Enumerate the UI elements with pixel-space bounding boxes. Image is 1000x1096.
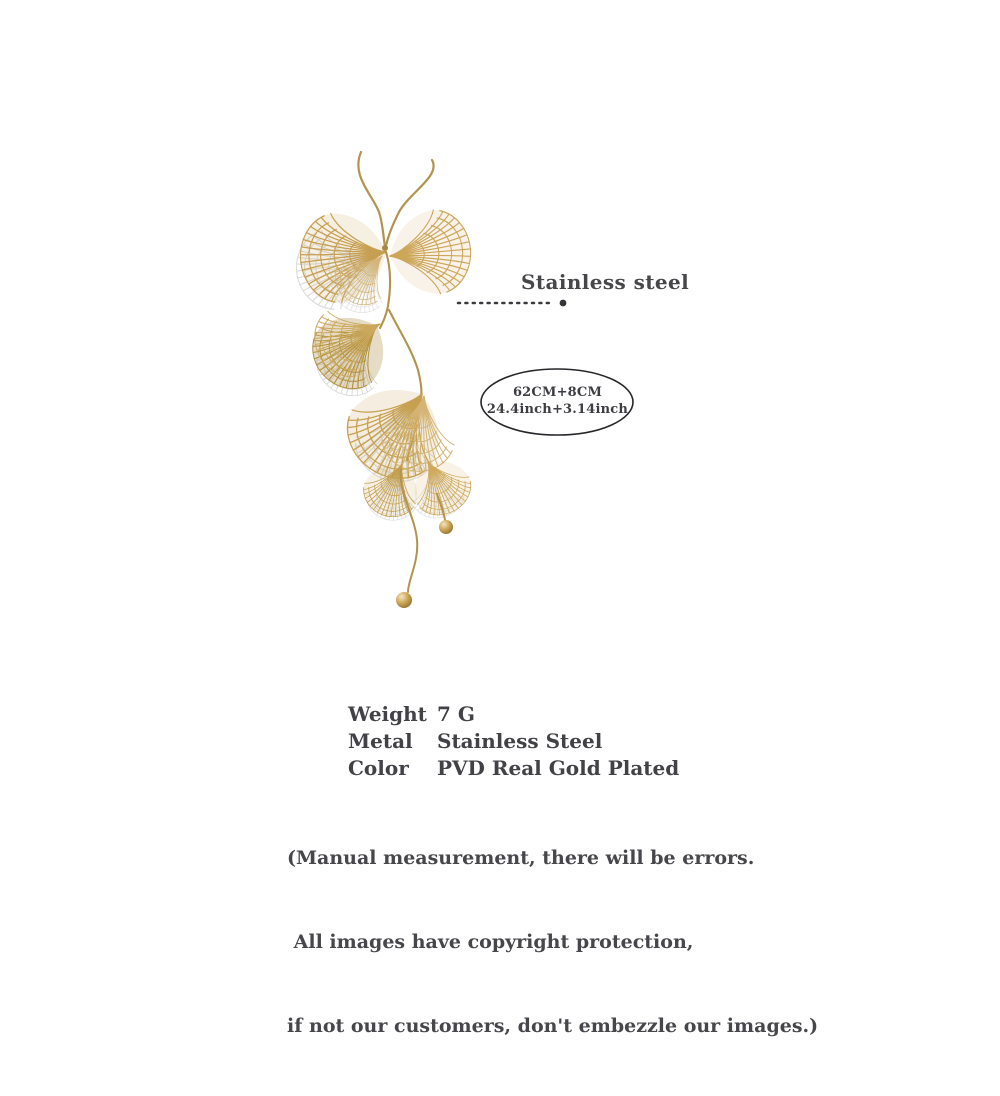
disclaimer-line-2: All images have copyright protection, [287, 931, 694, 953]
disclaimer-line-1: (Manual measurement, there will be errors. [287, 847, 755, 869]
spec-table [348, 701, 679, 782]
leader-endpoint-dot [560, 300, 567, 307]
spec-value-color: PVD Real Gold Plated [437, 756, 680, 780]
size-inch-line: 24.4inch+3.14inch [486, 401, 629, 417]
spec-row-color [348, 755, 679, 782]
necklace-illustration [288, 152, 480, 608]
spec-value-weight: 7 G [437, 702, 475, 726]
spec-row-weight [348, 701, 679, 728]
spec-label-weight: Weight [348, 702, 427, 726]
gold-bead-large [396, 592, 412, 608]
disclaimer-text [287, 788, 818, 1096]
spec-label-metal: Metal [348, 729, 413, 753]
spec-label-color: Color [348, 756, 409, 780]
material-annotation-label: Stainless steel [521, 270, 690, 294]
material-leader-line [458, 300, 566, 307]
chain-knot [382, 245, 388, 251]
size-cm-line: 62CM+8CM [512, 385, 603, 400]
gold-bead-small [439, 520, 453, 534]
disclaimer-line-3: if not our customers, don't embezzle our images.) [287, 1015, 819, 1037]
spec-row-metal [348, 728, 679, 755]
size-annotation-text [482, 385, 633, 418]
spec-value-metal: Stainless Steel [437, 729, 603, 753]
